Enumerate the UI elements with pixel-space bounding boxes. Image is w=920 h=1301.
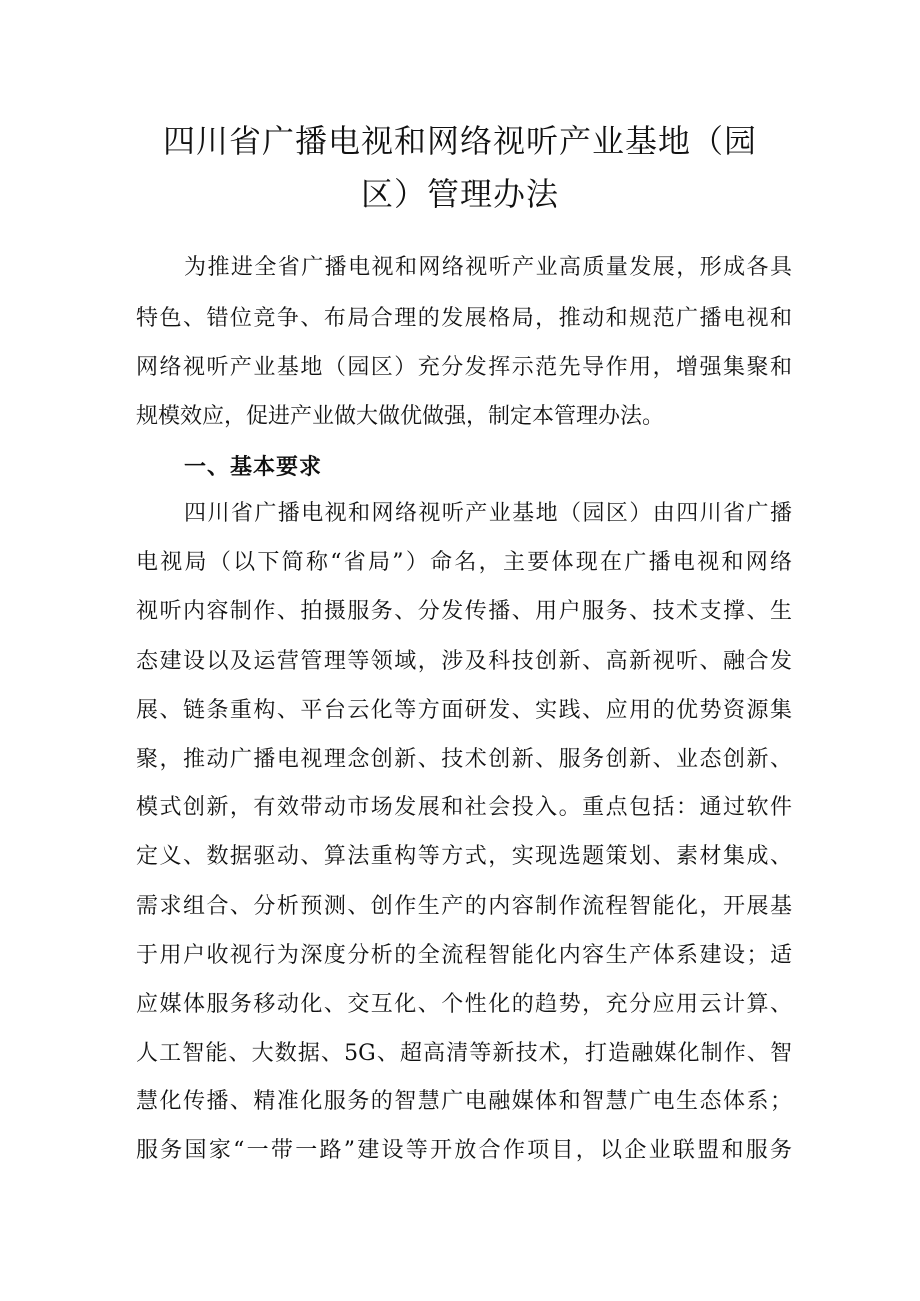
intro-paragraph-line: 特色、错位竞争、布局合理的发展格局，推动和规范广播电视和: [136, 306, 792, 331]
section-paragraph-line: 服务国家“一带一路”建设等开放合作项目，以企业联盟和服务: [136, 1138, 792, 1163]
section-paragraph-line: 态建设以及运营管理等领域，涉及科技创新、高新视听、融合发: [136, 649, 792, 674]
section-paragraph-line: 需求组合、分析预测、创作生产的内容制作流程智能化，开展基: [136, 894, 792, 919]
document-title-line-1: 四川省广播电视和网络视听产业基地（园: [162, 122, 757, 160]
section-paragraph-line: 四川省广播电视和网络视听产业基地（园区）由四川省广播: [184, 501, 792, 526]
section-paragraph-line: 电视局（以下简称“省局”）命名，主要体现在广播电视和网络: [136, 550, 792, 575]
section-paragraph-line: 展、链条重构、平台云化等方面研发、实践、应用的优势资源集: [136, 698, 792, 723]
intro-paragraph-line: 为推进全省广播电视和网络视听产业高质量发展，形成各具: [184, 255, 792, 280]
section-paragraph-line: 定义、数据驱动、算法重构等方式，实现选题策划、素材集成、: [136, 844, 792, 869]
section-paragraph-line: 于用户收视行为深度分析的全流程智能化内容生产体系建设；适: [136, 943, 792, 968]
section-heading: 一、基本要求: [184, 455, 323, 480]
section-paragraph-line: 应媒体服务移动化、交互化、个性化的趋势，充分应用云计算、: [136, 992, 792, 1017]
section-paragraph-line: 人工智能、大数据、5G、超高清等新技术，打造融媒化制作、智: [136, 1041, 792, 1066]
section-paragraph-line: 视听内容制作、拍摄服务、分发传播、用户服务、技术支撑、生: [136, 599, 792, 624]
section-paragraph-line: 模式创新，有效带动市场发展和社会投入。重点包括：通过软件: [136, 795, 792, 820]
document-title-line-2: 区）管理办法: [360, 175, 559, 213]
intro-paragraph-line: 规模效应，促进产业做大做优做强，制定本管理办法。: [136, 404, 665, 429]
intro-paragraph-line: 网络视听产业基地（园区）充分发挥示范先导作用，增强集聚和: [136, 355, 792, 380]
section-paragraph-line: 慧化传播、精准化服务的智慧广电融媒体和智慧广电生态体系；: [136, 1089, 792, 1114]
section-paragraph-line: 聚，推动广播电视理念创新、技术创新、服务创新、业态创新、: [136, 747, 792, 772]
